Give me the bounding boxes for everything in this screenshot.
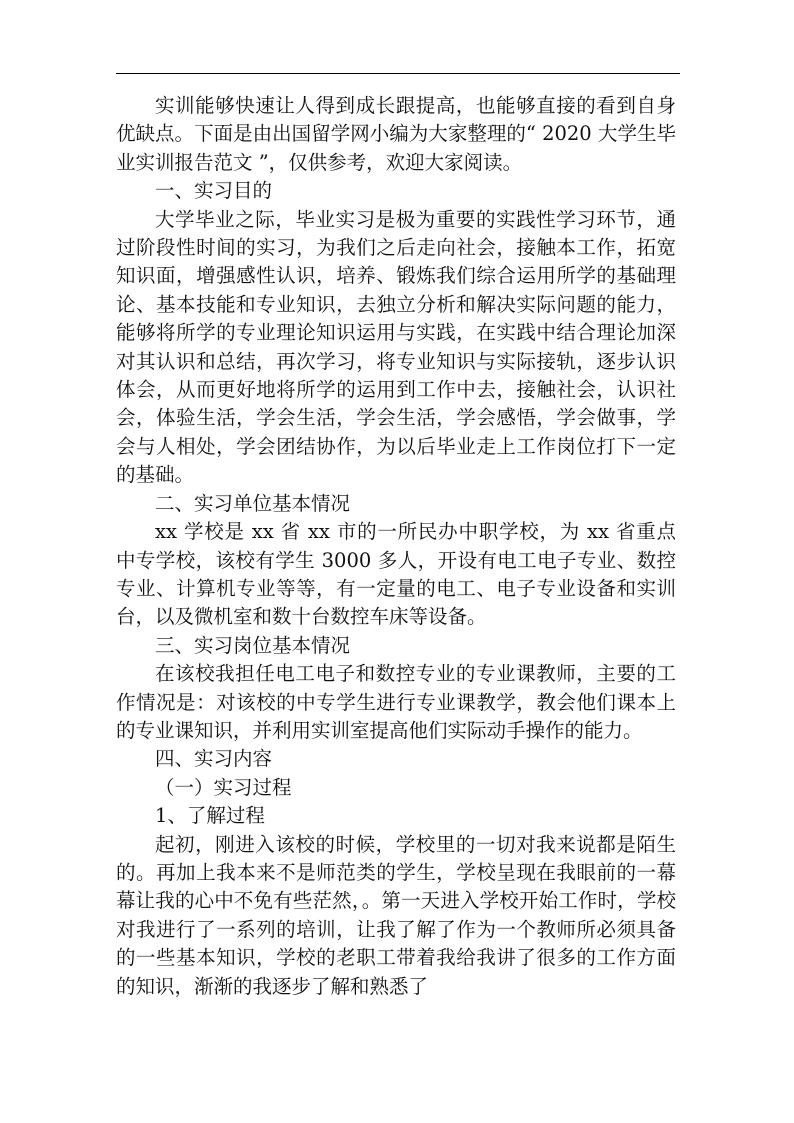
section-heading-position: 三、实习岗位基本情况 bbox=[155, 633, 351, 657]
intro-paragraph: 实训能够快速让人得到成长跟提高，也能够直接的看到自身优缺点。下面是由出国留学网小编为大家整理的“ 2020 大学生毕业实训报告范文 ”，仅供参考，欢迎大家阅读。 bbox=[116, 94, 676, 174]
section-heading-unit: 二、实习单位基本情况 bbox=[155, 491, 351, 515]
paragraph-purpose: 大学毕业之际，毕业实习是极为重要的实践性学习环节，通过阶段性时间的实习，为我们之后走向社会，接触本工作，拓宽知识面，增强感性认识，培养、锻炼我们综合运用所学的基础理论、基本技能和专业知识，去独立分析和解决实际问题的能力，能够将所学的专业理论知识运用与实践，在实践中结合理论加深对其认识和总结，再次学习，将专业知识与实际接轨，逐步认识体会，从而更好地将所学的运用到工作中去，接触社会，认识社会，体验生活，学会生活，学会生活，学会感悟，学会做事，学会与人相处，学会团结协作，为以后毕业走上工作岗位打下一定的基础。 bbox=[116, 207, 676, 487]
section-heading-purpose: 一、实习目的 bbox=[155, 179, 273, 203]
section-heading-content: 四、实习内容 bbox=[155, 747, 273, 771]
paragraph-understanding: 起初，刚进入该校的时候，学校里的一切对我来说都是陌生的。再加上我本来不是师范类的学生，学校呈现在我眼前的一幕幕让我的心中不免有些茫然，。第一天进入学校开始工作时，学校对我进行了一系列的培训，让我了解了作为一个教师所必须具备的一些基本知识，学校的老职工带着我给我讲了很多的工作方面的知识，渐渐的我逐步了解和熟悉了 bbox=[116, 832, 676, 998]
subsubsection-heading-understanding: 1、了解过程 bbox=[155, 804, 265, 828]
subsection-heading-process: （一）实习过程 bbox=[155, 775, 292, 799]
paragraph-position: 在该校我担任电工电子和数控专业的专业课教师，主要的工作情况是：对该校的中专学生进行专业课教学，教会他们课本上的专业课知识，并利用实训室提高他们实际动手操作的能力。 bbox=[116, 662, 676, 742]
paragraph-unit: xx 学校是 xx 省 xx 市的一所民办中职学校，为 xx 省重点中专学校，该校有学生 3000 多人，开设有电工电子专业、数控专业、计算机专业等等，有一定量的电工、电子专业设备和实训台，以及微机室和数十台数控车床等设备。 bbox=[116, 520, 676, 629]
header-rule bbox=[116, 73, 680, 74]
document-body bbox=[116, 92, 676, 1001]
